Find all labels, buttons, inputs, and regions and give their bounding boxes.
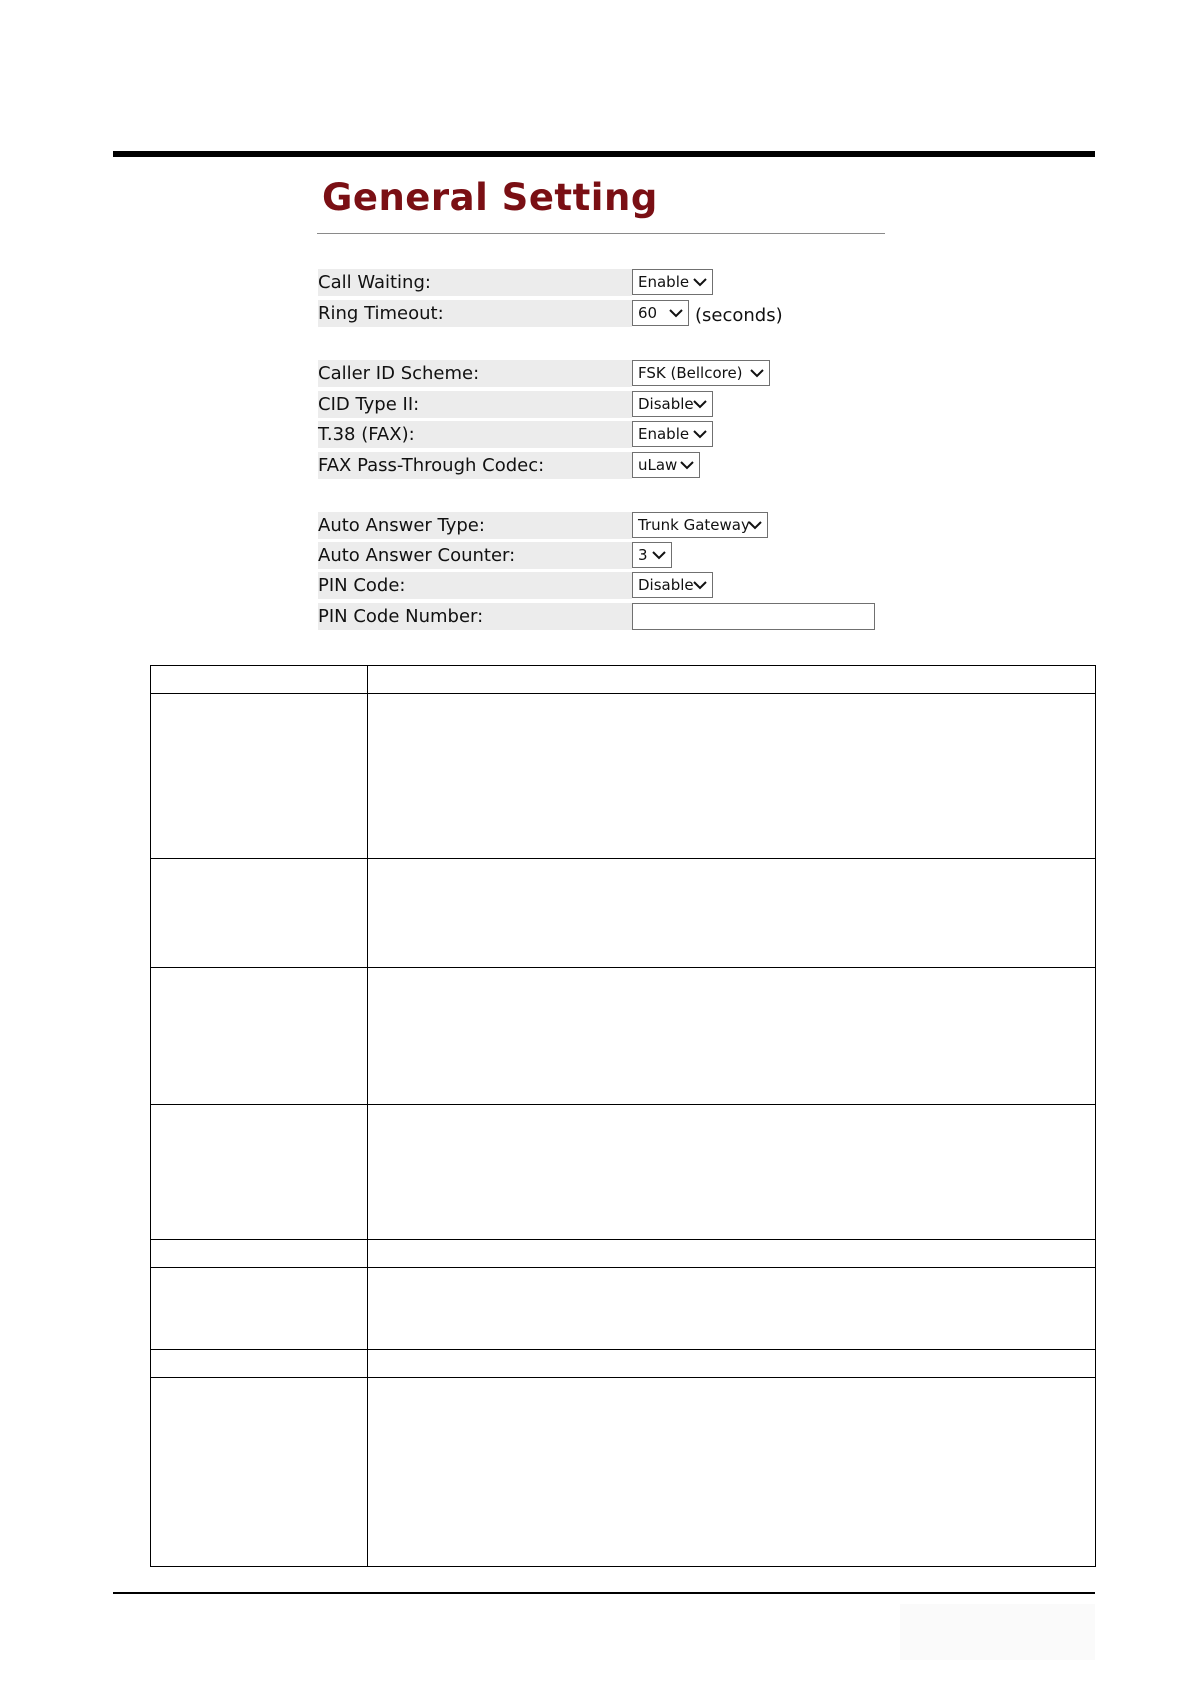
page-title: General Setting: [322, 176, 658, 219]
call-waiting-value: Enable: [638, 273, 690, 291]
row-call-waiting: [318, 269, 632, 296]
fax-passthrough-codec-select[interactable]: [632, 452, 700, 478]
row-caller-id-scheme: [318, 360, 632, 387]
table-row-divider: [151, 1239, 1095, 1240]
pin-code-select[interactable]: [632, 572, 713, 598]
table-row-divider: [151, 1104, 1095, 1105]
t38-fax-value: Enable: [638, 425, 690, 443]
chevron-down-icon: [668, 305, 684, 321]
auto-answer-counter-select[interactable]: [632, 542, 672, 568]
table-column-divider: [367, 666, 368, 1566]
row-fax-passthrough-codec: [318, 452, 632, 479]
top-rule: [113, 151, 1095, 157]
ring-timeout-value: 60: [638, 304, 658, 322]
chevron-down-icon: [692, 426, 708, 442]
call-waiting-select[interactable]: [632, 269, 713, 295]
auto-answer-type-value: Trunk Gateway: [638, 516, 750, 534]
row-pin-code-number: [318, 603, 632, 630]
pin-code-number-label: PIN Code Number:: [318, 606, 484, 627]
ring-timeout-unit: (seconds): [695, 305, 783, 326]
table-row-divider: [151, 858, 1095, 859]
cid-type-ii-select[interactable]: [632, 391, 713, 417]
caller-id-scheme-value: FSK (Bellcore): [638, 364, 743, 382]
chevron-down-icon: [692, 274, 708, 290]
table-row-divider: [151, 967, 1095, 968]
ring-timeout-select[interactable]: [632, 300, 689, 326]
bottom-rule: [113, 1592, 1095, 1594]
chevron-down-icon: [749, 365, 765, 381]
auto-answer-type-select[interactable]: [632, 512, 768, 538]
row-cid-type-ii: [318, 391, 632, 418]
auto-answer-type-label: Auto Answer Type:: [318, 515, 485, 536]
caller-id-scheme-select[interactable]: [632, 360, 770, 386]
ring-timeout-label: Ring Timeout:: [318, 303, 444, 324]
t38-fax-label: T.38 (FAX):: [318, 424, 415, 445]
pin-code-value: Disable: [638, 576, 694, 594]
description-table: [150, 665, 1096, 1567]
row-auto-answer-counter: [318, 542, 632, 569]
row-ring-timeout: [318, 300, 632, 327]
pin-code-label: PIN Code:: [318, 575, 406, 596]
row-t38-fax: [318, 421, 632, 448]
t38-fax-select[interactable]: [632, 421, 713, 447]
table-row-divider: [151, 1377, 1095, 1378]
footer-area: [900, 1604, 1095, 1660]
auto-answer-counter-value: 3: [638, 546, 648, 564]
pin-code-number-input[interactable]: [632, 603, 875, 630]
chevron-down-icon: [747, 517, 763, 533]
chevron-down-icon: [651, 547, 667, 563]
title-divider: [317, 233, 885, 234]
call-waiting-label: Call Waiting:: [318, 272, 431, 293]
cid-type-ii-value: Disable: [638, 395, 694, 413]
row-pin-code: [318, 572, 632, 599]
caller-id-scheme-label: Caller ID Scheme:: [318, 363, 480, 384]
table-row-divider: [151, 1349, 1095, 1350]
row-auto-answer-type: [318, 512, 632, 539]
table-row-divider: [151, 1267, 1095, 1268]
chevron-down-icon: [692, 396, 708, 412]
auto-answer-counter-label: Auto Answer Counter:: [318, 545, 516, 566]
cid-type-ii-label: CID Type II:: [318, 394, 420, 415]
table-row-divider: [151, 693, 1095, 694]
chevron-down-icon: [692, 577, 708, 593]
fax-passthrough-codec-label: FAX Pass-Through Codec:: [318, 455, 545, 476]
fax-passthrough-codec-value: uLaw: [638, 456, 678, 474]
chevron-down-icon: [679, 457, 695, 473]
